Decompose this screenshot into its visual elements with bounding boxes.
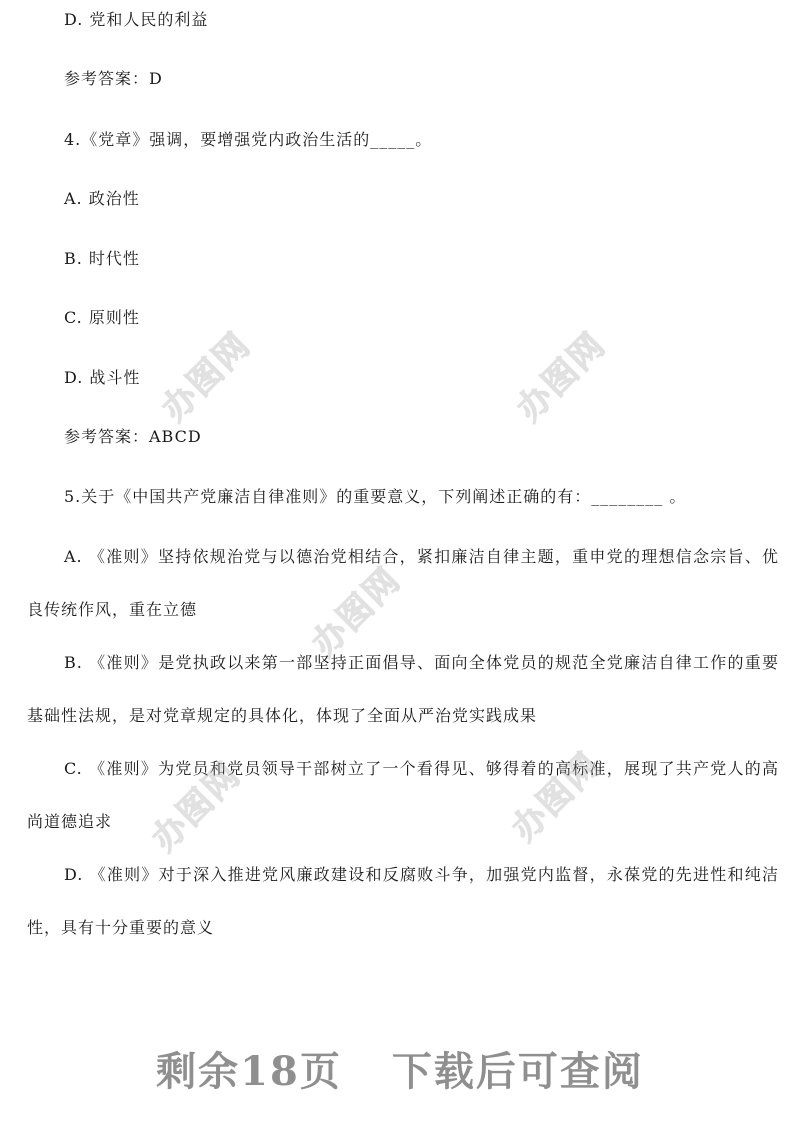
q5-option-b: B. 《准则》是党执政以来第一部坚持正面倡导、面向全体党员的规范全党廉洁自律工作的重要基础性法规，是对党章规定的具体化，体现了全面从严治党实践成果 [27,653,779,725]
q5-question: 5.关于《中国共产党廉洁自律准则》的重要意义，下列阐述正确的有：________ 。 [64,487,687,506]
watermark: 办图网 [154,324,259,430]
q4-option-a: A. 政治性 [64,189,140,208]
remaining-pages-text: 剩余18页 [156,1048,342,1095]
download-prompt-text[interactable]: 下载后可查阅 [391,1048,644,1095]
q5-option-a: A. 《准则》坚持依规治党与以德治党相结合，紧扣廉洁自律主题，重申党的理想信念宗旨、优良传统作风，重在立德 [27,547,779,619]
watermark: 办图网 [509,324,614,430]
watermark: 办图网 [504,744,609,850]
q4-option-c: C. 原则性 [64,308,140,327]
download-banner[interactable] [0,1040,800,1097]
watermark: 办图网 [144,754,249,860]
q4-question: 4.《党章》强调，要增强党内政治生活的_____。 [64,130,433,149]
q5-option-c: C. 《准则》为党员和党员领导干部树立了一个看得见、够得着的高标准，展现了共产党人的高尚道德追求 [27,759,779,831]
q4-answer: 参考答案：ABCD [64,427,202,446]
q4-option-b: B. 时代性 [64,249,140,268]
q5-option-d: D. 《准则》对于深入推进党风廉政建设和反腐败斗争，加强党内监督，永葆党的先进性和纯洁性，具有十分重要的意义 [27,865,779,937]
q4-option-d: D. 战斗性 [64,368,141,387]
q3-option-d: D. 党和人民的利益 [64,10,209,29]
watermark: 办图网 [304,559,409,665]
q3-answer: 参考答案：D [64,69,163,88]
